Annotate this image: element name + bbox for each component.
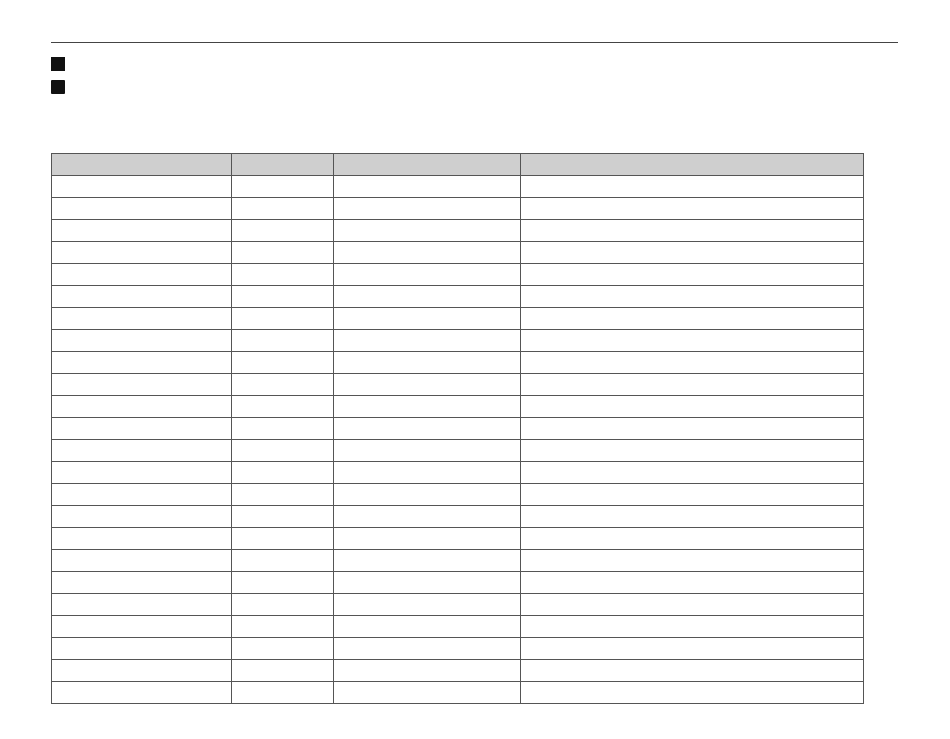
header-rule	[51, 42, 898, 43]
table-row	[52, 308, 864, 330]
shots-cell	[232, 462, 334, 484]
exposure-scale-icon	[117, 333, 221, 345]
exposure-scale-icon	[117, 509, 221, 521]
exposure-scale-icon	[117, 531, 221, 543]
exposure-scale-icon	[117, 487, 221, 499]
exposure-scale-icon	[117, 179, 221, 191]
exposure-scale-icon	[117, 575, 221, 587]
table-row	[52, 330, 864, 352]
exposure-scale-icon	[117, 663, 221, 675]
exposure-scale-icon	[117, 223, 221, 235]
exposure-scale-icon	[117, 685, 221, 697]
table-row	[52, 572, 864, 594]
exposure-scale-icon	[117, 377, 221, 389]
control-panel-display	[52, 528, 232, 550]
control-panel-display	[52, 484, 232, 506]
table-row	[52, 264, 864, 286]
table-row	[52, 550, 864, 572]
order-cell	[521, 308, 864, 330]
exposure-scale-icon	[117, 597, 221, 609]
control-panel-display	[52, 242, 232, 264]
control-panel-display	[52, 660, 232, 682]
order-cell	[521, 484, 864, 506]
shots-cell	[232, 594, 334, 616]
shots-cell	[232, 242, 334, 264]
order-cell	[521, 660, 864, 682]
increment-cell	[334, 176, 521, 198]
order-cell	[521, 550, 864, 572]
table-header-row	[52, 154, 864, 176]
order-cell	[521, 638, 864, 660]
order-cell	[521, 396, 864, 418]
exposure-scale-icon	[117, 355, 221, 367]
increment-cell	[334, 484, 521, 506]
shots-cell	[232, 330, 334, 352]
shots-cell	[232, 220, 334, 242]
order-cell	[521, 682, 864, 704]
increment-cell	[334, 308, 521, 330]
increment-cell	[334, 286, 521, 308]
control-panel-display	[52, 286, 232, 308]
header-exposure-increment	[334, 154, 521, 176]
control-panel-display	[52, 550, 232, 572]
control-panel-display	[52, 330, 232, 352]
order-cell	[521, 462, 864, 484]
increment-cell	[334, 396, 521, 418]
control-panel-display	[52, 198, 232, 220]
control-panel-display	[52, 682, 232, 704]
increment-cell	[334, 264, 521, 286]
exposure-scale-icon	[117, 267, 221, 279]
table-row	[52, 682, 864, 704]
exposure-scale-icon	[117, 201, 221, 213]
shots-cell	[232, 616, 334, 638]
table-row	[52, 374, 864, 396]
shots-cell	[232, 550, 334, 572]
shots-cell	[232, 198, 334, 220]
table-row	[52, 440, 864, 462]
increment-cell	[334, 330, 521, 352]
table-row	[52, 660, 864, 682]
increment-cell	[334, 352, 521, 374]
exposure-scale-icon	[117, 289, 221, 301]
increment-cell	[334, 550, 521, 572]
order-cell	[521, 440, 864, 462]
table-row	[52, 220, 864, 242]
shots-cell	[232, 176, 334, 198]
table-row	[52, 594, 864, 616]
control-panel-display	[52, 308, 232, 330]
increment-cell	[334, 572, 521, 594]
exposure-scale-icon	[117, 641, 221, 653]
table-row	[52, 176, 864, 198]
increment-cell	[334, 638, 521, 660]
order-cell	[521, 528, 864, 550]
increment-cell	[334, 440, 521, 462]
control-panel-display	[52, 638, 232, 660]
order-cell	[521, 374, 864, 396]
table-row	[52, 506, 864, 528]
exposure-scale-icon	[117, 421, 221, 433]
control-panel-display	[52, 374, 232, 396]
exposure-scale-icon	[117, 311, 221, 323]
shots-cell	[232, 264, 334, 286]
order-cell	[521, 572, 864, 594]
order-cell	[521, 418, 864, 440]
shots-cell	[232, 440, 334, 462]
control-panel-display	[52, 506, 232, 528]
increment-cell	[334, 242, 521, 264]
control-panel-display	[52, 352, 232, 374]
control-panel-display	[52, 572, 232, 594]
intro-paragraph	[51, 79, 896, 97]
shots-cell	[232, 374, 334, 396]
table-row	[52, 462, 864, 484]
order-cell	[521, 330, 864, 352]
exposure-scale-icon	[117, 619, 221, 631]
exposure-scale-icon	[117, 465, 221, 477]
exposure-scale-icon	[117, 443, 221, 455]
table-row	[52, 242, 864, 264]
exposure-scale-icon	[117, 553, 221, 565]
control-panel-display	[52, 176, 232, 198]
order-cell	[521, 286, 864, 308]
increment-cell	[334, 198, 521, 220]
header-no-of-shots	[232, 154, 334, 176]
table-row	[52, 352, 864, 374]
increment-cell	[334, 374, 521, 396]
control-panel-display	[52, 462, 232, 484]
increment-cell	[334, 594, 521, 616]
exposure-scale-icon	[117, 245, 221, 257]
control-panel-display	[52, 616, 232, 638]
control-panel-display	[52, 594, 232, 616]
order-cell	[521, 594, 864, 616]
increment-cell	[334, 506, 521, 528]
shots-cell	[232, 352, 334, 374]
increment-cell	[334, 528, 521, 550]
order-cell	[521, 198, 864, 220]
order-cell	[521, 176, 864, 198]
order-cell	[521, 616, 864, 638]
order-cell	[521, 264, 864, 286]
increment-cell	[334, 418, 521, 440]
control-panel-display	[52, 418, 232, 440]
header-control-panel-display	[52, 154, 232, 176]
section-title	[51, 57, 71, 71]
table-row	[52, 638, 864, 660]
shots-cell	[232, 396, 334, 418]
table-row	[52, 198, 864, 220]
order-cell	[521, 220, 864, 242]
flash-bkt-icon	[51, 80, 65, 94]
control-panel-display	[52, 396, 232, 418]
table-row	[52, 528, 864, 550]
increment-cell	[334, 462, 521, 484]
shots-cell	[232, 308, 334, 330]
table-row	[52, 396, 864, 418]
table-row	[52, 286, 864, 308]
control-panel-display	[52, 264, 232, 286]
shots-cell	[232, 638, 334, 660]
shots-cell	[232, 682, 334, 704]
shots-cell	[232, 286, 334, 308]
increment-cell	[334, 616, 521, 638]
shots-cell	[232, 572, 334, 594]
order-cell	[521, 242, 864, 264]
increment-cell	[334, 660, 521, 682]
order-cell	[521, 506, 864, 528]
shots-cell	[232, 506, 334, 528]
increment-cell	[334, 682, 521, 704]
shots-cell	[232, 484, 334, 506]
control-panel-display	[52, 440, 232, 462]
shots-cell	[232, 660, 334, 682]
section-bullet-icon	[51, 57, 65, 71]
exposure-scale-icon	[117, 399, 221, 411]
table-row	[52, 616, 864, 638]
increment-cell	[334, 220, 521, 242]
shots-cell	[232, 528, 334, 550]
table-row	[52, 484, 864, 506]
order-cell	[521, 352, 864, 374]
header-bracketing-order	[521, 154, 864, 176]
shots-cell	[232, 418, 334, 440]
bracketing-table	[51, 153, 864, 704]
control-panel-display	[52, 220, 232, 242]
table-row	[52, 418, 864, 440]
